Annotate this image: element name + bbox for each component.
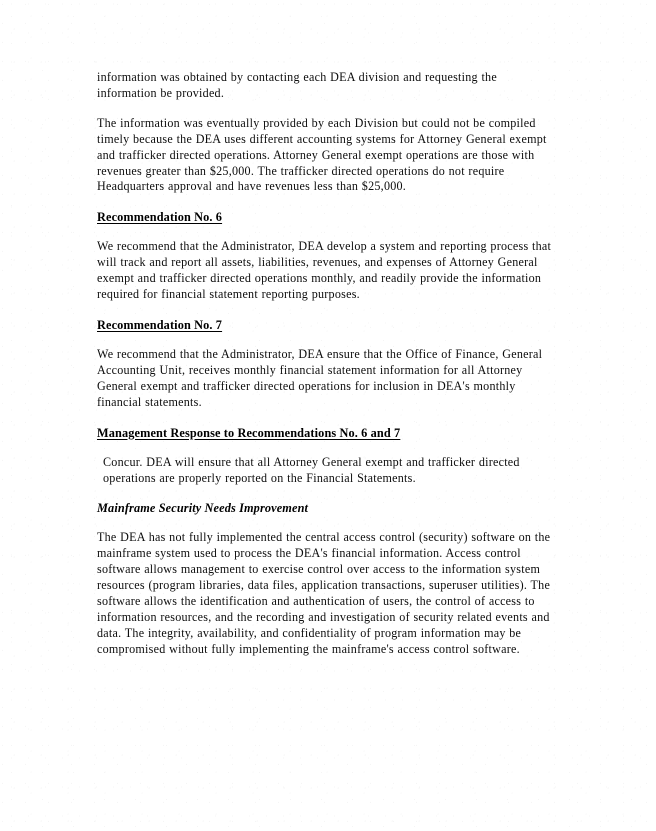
paragraph-recommendation-6-body: We recommend that the Administrator, DEA develop a system and reporting process that will track and report all assets, liabilities, revenues, and expenses of Attorney General exempt and trafficker directed operations monthly, and readily provide the information required for financial statement reporting purposes. (97, 239, 552, 302)
heading-recommendation-no-7-label: Recommendation No. 7 (97, 317, 223, 332)
paragraph-information-compiled: The information was eventually provided by each Division but could not be compiled timely because the DEA uses different accounting systems for Attorney General exempt and trafficker directed operations. Attorney General exempt operations are those with revenues greater than $25,000. The trafficker directed operations do not require Headquarters approval and have revenues less than $25,000. (97, 115, 547, 194)
paragraph-contacting-divisions: information was obtained by contacting each DEA division and requesting the information be provided. (97, 70, 497, 100)
heading-management-response (97, 425, 559, 441)
heading-recommendation-no-6-label: Recommendation No. 6 (97, 210, 223, 225)
paragraph-management-response-body: Concur. DEA will ensure that all Attorney General exempt and trafficker directed operations are properly reported on the Financial Statements. (103, 454, 520, 485)
paragraph-recommendation-7-body: We recommend that the Administrator, DEA ensure that the Office of Finance, General Accounting Unit, receives monthly financial statement information for all Attorney General exempt and trafficker directed operations for inclusion in DEA's monthly financial statements. (97, 346, 543, 409)
paragraph-mainframe-security-body: The DEA has not fully implemented the central access control (security) software on the mainframe system used to process the DEA's financial information. Access control software allows management to exercise control over access to the information system resources (program libraries, data files, application transactions, superuser utilities). The software allows the identification and authentication of users, the control of access to information resources, and the recording and investigation of security related events and data. The integrity, availability, and confidentiality of program information may be compromised without fully implementing the mainframe's access control software. (97, 530, 551, 656)
heading-mainframe-security: Mainframe Security Needs Improvement (97, 501, 309, 516)
heading-recommendation-no-6 (97, 209, 559, 225)
document-text-column (97, 70, 559, 672)
heading-management-response-label: Management Response to Recommendations No. 6 and 7 (97, 425, 401, 440)
heading-recommendation-no-7 (97, 317, 559, 333)
